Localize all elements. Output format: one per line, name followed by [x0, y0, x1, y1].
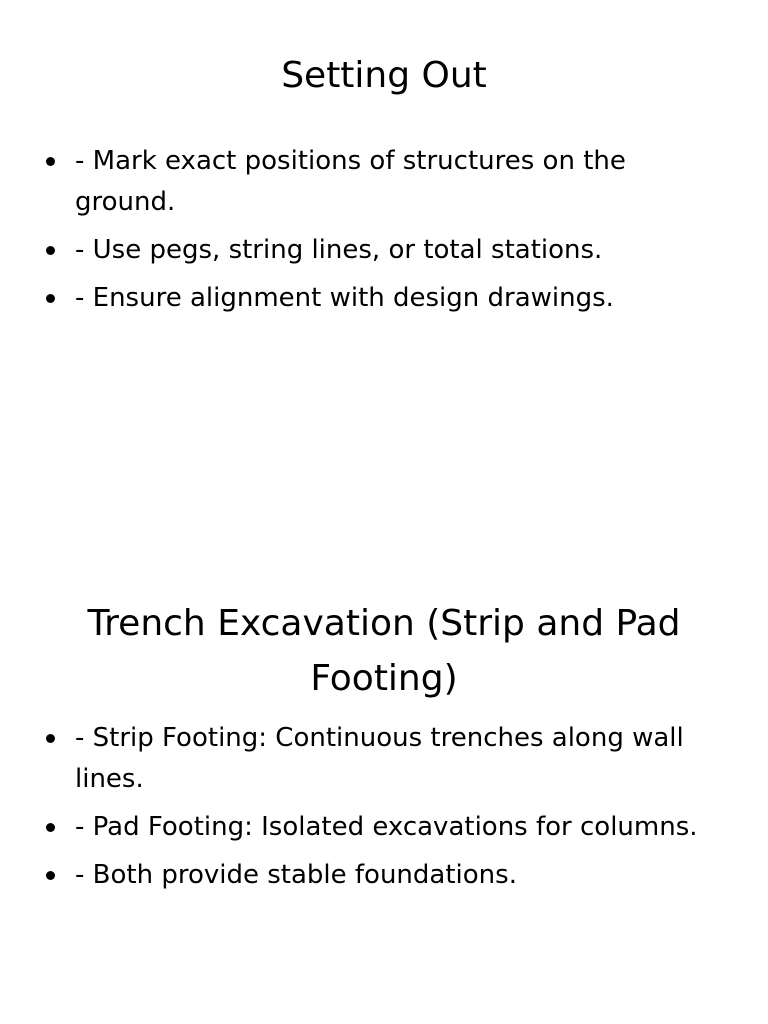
bullet-text: - Use pegs, string lines, or total stations. — [75, 235, 603, 265]
bullet-icon — [46, 734, 55, 743]
bullet-item — [40, 230, 730, 271]
slide-title: Trench Excavation (Strip and Pad Footing) — [87, 603, 681, 699]
bullet-text: - Both provide stable foundations. — [75, 860, 517, 890]
bullet-text: - Ensure alignment with design drawings. — [75, 283, 614, 313]
bullet-icon — [46, 294, 55, 303]
bullet-item — [40, 278, 730, 319]
bullet-icon — [46, 871, 55, 880]
bullet-text: - Mark exact positions of structures on the ground. — [75, 146, 626, 217]
slide-trench-excavation — [0, 512, 768, 1024]
bullet-list — [40, 141, 730, 326]
bullet-item — [40, 855, 730, 896]
bullet-icon — [46, 157, 55, 166]
bullet-text: - Pad Footing: Isolated excavations for columns. — [75, 812, 698, 842]
slide-title: Setting Out — [281, 55, 487, 96]
bullet-text: - Strip Footing: Continuous trenches along wall lines. — [75, 723, 684, 794]
bullet-item — [40, 807, 730, 848]
bullet-icon — [46, 246, 55, 255]
bullet-icon — [46, 823, 55, 832]
bullet-list — [40, 718, 730, 903]
bullet-item — [40, 141, 730, 223]
bullet-item — [40, 718, 730, 800]
